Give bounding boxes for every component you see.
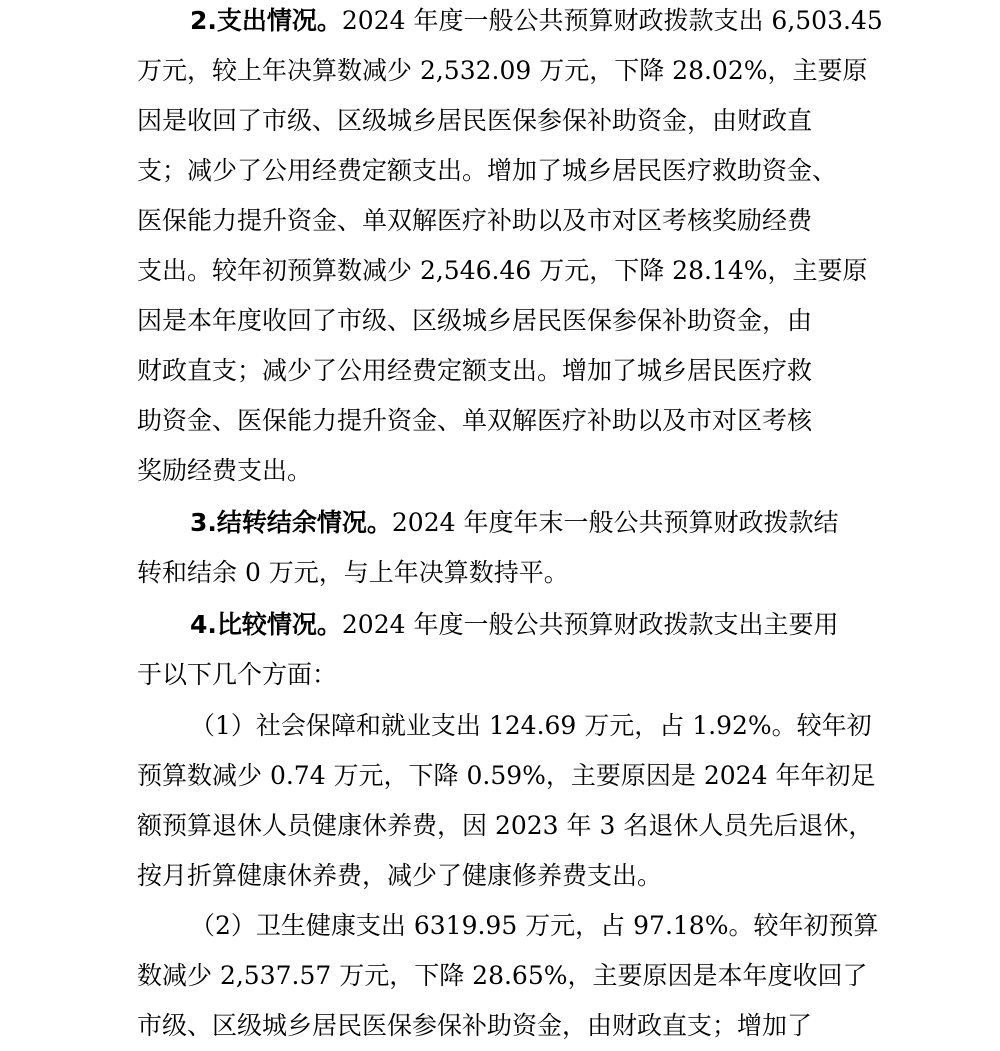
line-text: 2024 年度年末一般公共预算财政拨款结: [391, 508, 839, 537]
paragraph-line: （2）卫生健康支出 6319.95 万元，占 97.18%。较年初预算: [190, 911, 879, 940]
section-heading: 4.比较情况。: [190, 610, 342, 639]
paragraph-line: 转和结余 0 万元，与上年决算数持平。: [137, 558, 569, 587]
paragraph-line: 医保能力提升资金、单双解医疗补助以及市对区考核奖励经费: [137, 206, 813, 235]
paragraph-line: 市级、区级城乡居民医保参保补助资金，由财政直支；增加了: [137, 1011, 813, 1040]
paragraph-line: 支；减少了公用经费定额支出。增加了城乡居民医疗救助资金、: [137, 156, 838, 185]
paragraph-line: 万元，较上年决算数减少 2,532.09 万元，下降 28.02%，主要原: [137, 56, 868, 85]
paragraph-line: 于以下几个方面：: [137, 660, 338, 689]
paragraph-line: 按月折算健康休养费，减少了健康修养费支出。: [137, 861, 663, 890]
paragraph-line: [190, 600, 838, 650]
paragraph-line: 财政直支；减少了公用经费定额支出。增加了城乡居民医疗救: [137, 356, 813, 385]
paragraph-line: [190, 0, 883, 46]
paragraph-line: 奖励经费支出。: [137, 456, 313, 485]
paragraph-line: 助资金、医保能力提升资金、单双解医疗补助以及市对区考核: [137, 406, 813, 435]
paragraph-line: 因是收回了市级、区级城乡居民医保参保补助资金，由财政直: [137, 106, 813, 135]
paragraph-line: 因是本年度收回了市级、区级城乡居民医保参保补助资金，由: [137, 306, 813, 335]
paragraph-line: （1）社会保障和就业支出 124.69 万元，占 1.92%。较年初: [190, 711, 872, 740]
paragraph-line: 额预算退休人员健康休养费，因 2023 年 3 名退休人员先后退休，: [137, 811, 874, 840]
line-text: 2024 年度一般公共预算财政拨款支出主要用: [341, 610, 839, 639]
line-text: 2024 年度一般公共预算财政拨款支出 6,503.45: [341, 6, 883, 35]
paragraph-line: 数减少 2,537.57 万元，下降 28.65%，主要原因是本年度收回了: [137, 961, 868, 990]
section-heading: 3.结转结余情况。: [190, 508, 392, 537]
paragraph-line: 支出。较年初预算数减少 2,546.46 万元，下降 28.14%，主要原: [137, 256, 868, 285]
paragraph-line: [190, 498, 838, 548]
paragraph-line: 预算数减少 0.74 万元，下降 0.59%，主要原因是 2024 年年初足: [137, 761, 876, 790]
section-heading: 2.支出情况。: [190, 6, 342, 35]
